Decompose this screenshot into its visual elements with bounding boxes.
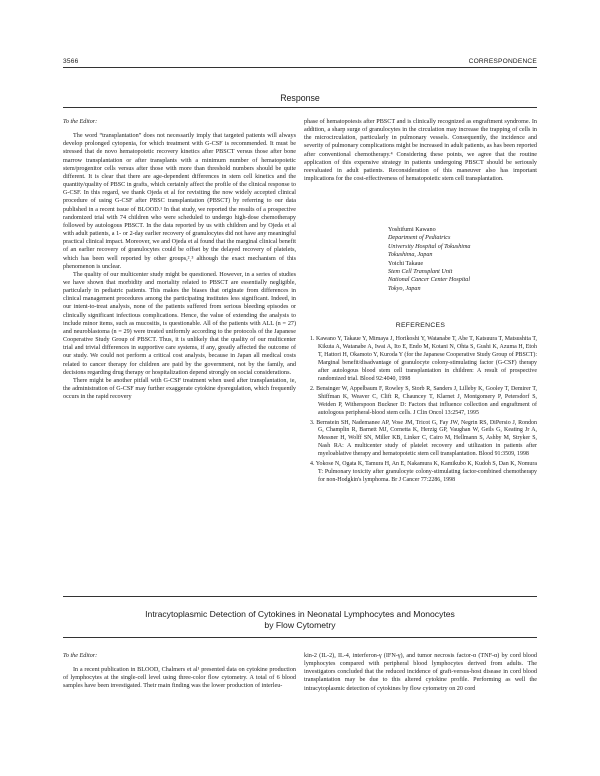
running-header-section: CORRESPONDENCE bbox=[468, 58, 537, 65]
reference-item: 2. Bensinger W, Appelbaum F, Rowley S, Storb R, Sanders J, Lilleby K, Gooley T, Demirer T, Shiffman K, Weaver C, Clift R, Chauncey T, Klarnet J, Montgomery P, Petersdorf S, Weiden P, Witherspoon Buckner D: Factors that influence collection and engraftment of autologous peripheral-blood stem cells. J Clin Oncol 13:2547, 1995 bbox=[310, 385, 537, 416]
article-title-line-1: Intracytoplasmic Detection of Cytokines in Neonatal Lymphocytes and Monocytes bbox=[145, 609, 455, 619]
response-left-column bbox=[63, 118, 296, 401]
article-title-rule bbox=[63, 637, 537, 638]
reference-item: 4. Yokose N, Ogata K, Tamura H, An E, Nakamura K, Kamikubo K, Kudoh S, Dan K, Nomura T: Pulmonary toxicity after granulocyte colony-stimulating factor-combined chemotherapy for non-Hodgkin's lymphoma. Br J Cancer 77:2286, 1998 bbox=[310, 461, 537, 484]
signature-affiliation-2-location: Tokyo, Japan bbox=[388, 285, 421, 292]
article-right-column bbox=[304, 652, 537, 693]
article-left-column bbox=[63, 652, 296, 691]
references-title: REFERENCES bbox=[395, 322, 446, 329]
article-salutation: To the Editor: bbox=[63, 653, 98, 659]
article-separator-rule bbox=[63, 596, 537, 597]
signature-author-1: Yoshifumi Kawano bbox=[388, 227, 436, 233]
signature-author-2: Yoichi Takaue bbox=[388, 260, 424, 267]
references-list bbox=[304, 336, 537, 487]
response-salutation: To the Editor: bbox=[63, 119, 98, 125]
signature-affiliation-1-hospital: University Hospital of Tokushima bbox=[388, 243, 471, 250]
response-paragraph-continued: phase of hematopoiesis after PBSCT and is clinically recognized as engraftment syndrome. In addition, a sharp surge of granulocytes in the circulation may increase the trapping of cells in the microcirculation, particularly in pulmonary vessels. Consequently, the incidence and severity of pulmonary complications might be increased in adult patients, as has been reported after conventional chemotherapy.⁴ Considering these points, we agree that the routine application of this expensive strategy in patients undergoing PBSCT should be seriously reevaluated in adult patients. Reconsideration of this maneuver also has important implications for the cost-effectiveness of hematopoietic stem cell transplantation. bbox=[304, 119, 537, 183]
response-paragraph-2: The quality of our multicenter study might be questioned. However, in a series of studies we have shown that morbidity and mortality related to PBSCT are essentially negligible, particularly in pediatric patients. This makes the biases that originate from differences in clinical management procedures among the participating institutes less significant. Indeed, in our intent-to-treat analysis, none of the patients suffered from serious bleeding episodes or clinically significant infectious complications. Hence, the value of extending the analysis to include minor items, such as mucositis, is questionable. All of the patients with ALL (n = 27) and neuroblastoma (n = 29) were treated uniformly according to the protocols of the Japanese Cooperative Study Group of PBSCT. Thus, it is unlikely that the quality of our multicenter trial and trivial differences in supportive care systems, if any, greatly affected the outcome of our study. We could not perform a critical cost analysis, because in Japan all medical costs related to cancer therapy for children are paid by the government, not by the family, and decisions regarding drug therapy or hospitalization depend strongly on social considerations. bbox=[63, 271, 296, 376]
reference-item: 3. Bernstein SH, Nademanee AP, Vose JM, Tricot G, Fay JW, Negrin RS, DiPersio J, Rondon G, Champlin R, Barnett MJ, Cornetta K, Herzig GP, Vaughan W, Geils G, Keating Jr A, Messner H, Wolff SN, Miller KB, Linker C, Cairo M, Hellmann S, Ashby M, Stryker S, Nash RA: A multicenter study of platelet recovery and utilization in patients after myeloablative therapy and hematopoietic stem cell transplantation. Blood 91:3509, 1998 bbox=[310, 419, 537, 458]
article-title bbox=[100, 609, 500, 631]
response-heading-rule bbox=[63, 107, 537, 108]
reference-item: 1. Kawano Y, Takaue Y, Mimaya J, Horikoshi Y, Watanabe T, Abe T, Katsuura T, Matsushita T, Kikuta A, Watanabe A, Iwai A, Ito E, Endo M, Kotani N, Ohta S, Gushi K, Azuma H, Etoh T, Hattori H, Okamoto Y, Kuroda Y (for the Japanese Cooperative Study Group of PBSCT): Marginal benefit/disadvantage of granulocyte colony-stimulating factor (G-CSF) therapy after autologous blood stem cell transplantation in children: A result of prospective randomized trial. Blood 92:4040, 1998 bbox=[310, 336, 537, 382]
response-heading: Response bbox=[280, 93, 320, 103]
article-paragraph-1: In a recent publication in BLOOD, Chalmers et al¹ presented data on cytokine production of lymphocytes at the single-cell level using three-color flow cytometry. A total of 6 blood samples have been investigated. Their main finding was the lower production of interleu- bbox=[63, 667, 296, 690]
response-paragraph-3: There might be another pitfall with G-CSF treatment when used after transplantation, ie, the administration of G-CSF may further exaggerate cytokine dysregulation, which frequently occurs in the rapid recovery bbox=[63, 377, 296, 401]
signature-affiliation-1-dept: Department of Pediatrics bbox=[388, 235, 451, 242]
author-signature bbox=[388, 226, 471, 293]
response-paragraph-1: The word “transplantation” does not necessarily imply that targeted patients will always develop prolonged cytopenia, for which treatment with G-CSF is recommended. It must be stressed that de novo hematopoietic recovery kinetics after PBSCT versus those after bone marrow transplantation or after transplants with a minimum number of hematopoietic stem/progenitor cells versus after those with more than threshold numbers should be quite different. It is clear that there are age-dependent differences in stem cell kinetics and the quantity/quality of PBSC in grafts, which certainly affect the profile of the clinical response to G-CSF. In this regard, we thank Ojeda et al for revisiting the now widely accepted clinical procedure of using G-CSF after PBSC transplantation (PBSCT) by referring to our data published in a recent issue of BLOOD.¹ In that study, we reported the results of a prospective randomized trial with 74 children who were scheduled to undergo high-dose chemotherapy followed by autologous PBSCT. In the data reported by us with children and by Ojeda et al with adult patients, a 1- or 2-day earlier recovery of granulocytes did not have any meaningful practical clinical impact. Moreover, we and Ojeda et al found that the marginal clinical benefit of an earlier recovery of granulocytes could be offset by the delayed recovery of platelets, which has been well reported by other groups,²ˎ³ although the exact mechanism of this phenomenon is unclear. bbox=[63, 133, 296, 270]
article-paragraph-continued: kin-2 (IL-2), IL-4, interferon-γ (IFN-γ), and tumor necrosis factor-α (TNF-α) by cord blood lymphocytes compared with peripheral blood lymphocytes derived from adults. The investigators concluded that the reduced incidence of graft-versus-host disease in cord blood transplantation may be due to this altered cytokine profile. Performing as well the intracytoplasmic detection of cytokines by flow cytometry on 20 cord bbox=[304, 653, 537, 692]
header-rule bbox=[63, 67, 537, 68]
signature-affiliation-2-hospital: National Cancer Center Hospital bbox=[388, 277, 471, 284]
signature-affiliation-2-unit: Stem Cell Transplant Unit bbox=[388, 269, 453, 276]
article-title-line-2: by Flow Cytometry bbox=[264, 620, 336, 630]
signature-affiliation-1-location: Tokushima, Japan bbox=[388, 252, 433, 259]
response-right-column bbox=[304, 118, 537, 183]
page-number: 3566 bbox=[63, 58, 79, 65]
